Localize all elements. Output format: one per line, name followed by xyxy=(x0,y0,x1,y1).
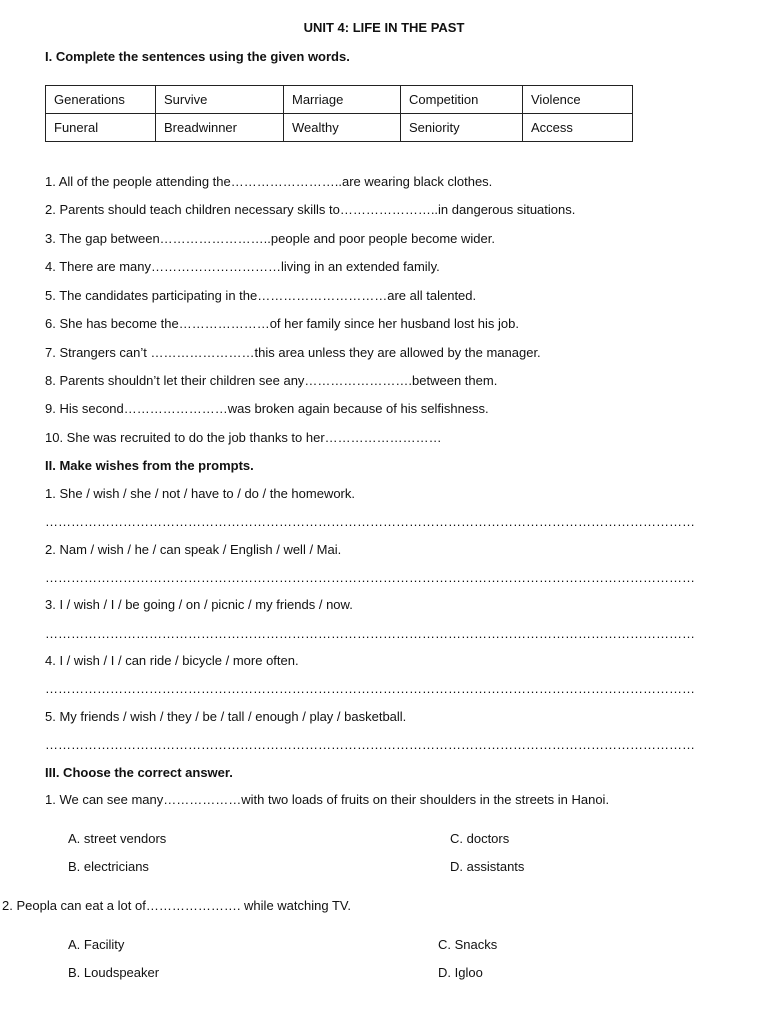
sentence-10: 10. She was recruited to do the job thanks to her……………………… xyxy=(45,430,442,445)
option-d: D. assistants xyxy=(450,859,525,874)
answer-line: …………………………………………………………………………………………………………………………………… xyxy=(45,737,695,752)
question-2: 2. Peopla can eat a lot of…………………. while watching TV. xyxy=(2,898,352,913)
sentence-3: 3. The gap between……………………..people and poor people become wider. xyxy=(45,231,495,246)
option-c: C. doctors xyxy=(450,831,510,846)
prompt-5: 5. My friends / wish / they / be / tall / enough / play / basketball. xyxy=(45,709,407,724)
option-a: A. street vendors xyxy=(68,831,167,846)
option-d: D. Igloo xyxy=(438,965,483,980)
prompt-1: 1. She / wish / she / not / have to / do / the homework. xyxy=(45,486,356,501)
word-cell: Marriage xyxy=(284,86,401,114)
option-b: B. electricians xyxy=(68,859,149,874)
option-a: A. Facility xyxy=(68,937,125,952)
sentence-2: 2. Parents should teach children necessary skills to…………………..in dangerous situations. xyxy=(45,202,576,217)
section-3-heading: III. Choose the correct answer. xyxy=(45,765,233,780)
section-1-heading: I. Complete the sentences using the given words. xyxy=(45,49,350,64)
answer-line: …………………………………………………………………………………………………………………………………… xyxy=(45,626,695,641)
page-title: UNIT 4: LIFE IN THE PAST xyxy=(303,20,465,35)
prompt-4: 4. I / wish / I / can ride / bicycle / more often. xyxy=(45,653,299,668)
word-cell: Generations xyxy=(46,86,156,114)
word-cell: Funeral xyxy=(46,114,156,142)
word-cell: Violence xyxy=(523,86,633,114)
word-cell: Seniority xyxy=(401,114,523,142)
sentence-7: 7. Strangers can’t ……………………this area unless they are allowed by the manager. xyxy=(45,345,541,360)
word-cell: Breadwinner xyxy=(156,114,284,142)
sentence-6: 6. She has become the…………………of her family since her husband lost his job. xyxy=(45,316,519,331)
option-c: C. Snacks xyxy=(438,937,498,952)
word-bank-table xyxy=(45,85,633,142)
sentence-1: 1. All of the people attending the……………………..are wearing black clothes. xyxy=(45,174,493,189)
sentence-4: 4. There are many…………………………living in an extended family. xyxy=(45,259,440,274)
word-cell: Survive xyxy=(156,86,284,114)
sentence-8: 8. Parents shouldn’t let their children see any…………………….between them. xyxy=(45,373,498,388)
word-bank-row xyxy=(46,114,633,142)
answer-line: …………………………………………………………………………………………………………………………………… xyxy=(45,514,695,529)
word-bank-row xyxy=(46,86,633,114)
sentence-9: 9. His second……………………was broken again because of his selfishness. xyxy=(45,401,489,416)
prompt-3: 3. I / wish / I / be going / on / picnic / my friends / now. xyxy=(45,597,353,612)
word-cell: Access xyxy=(523,114,633,142)
answer-line: …………………………………………………………………………………………………………………………………… xyxy=(45,681,695,696)
option-b: B. Loudspeaker xyxy=(68,965,160,980)
question-1: 1. We can see many………………with two loads of fruits on their shoulders in the streets in Hanoi. xyxy=(45,792,610,807)
section-2-heading: II. Make wishes from the prompts. xyxy=(45,458,254,473)
answer-line: …………………………………………………………………………………………………………………………………… xyxy=(45,570,695,585)
word-cell: Competition xyxy=(401,86,523,114)
sentence-5: 5. The candidates participating in the…………………………are all talented. xyxy=(45,288,477,303)
prompt-2: 2. Nam / wish / he / can speak / English / well / Mai. xyxy=(45,542,342,557)
word-cell: Wealthy xyxy=(284,114,401,142)
